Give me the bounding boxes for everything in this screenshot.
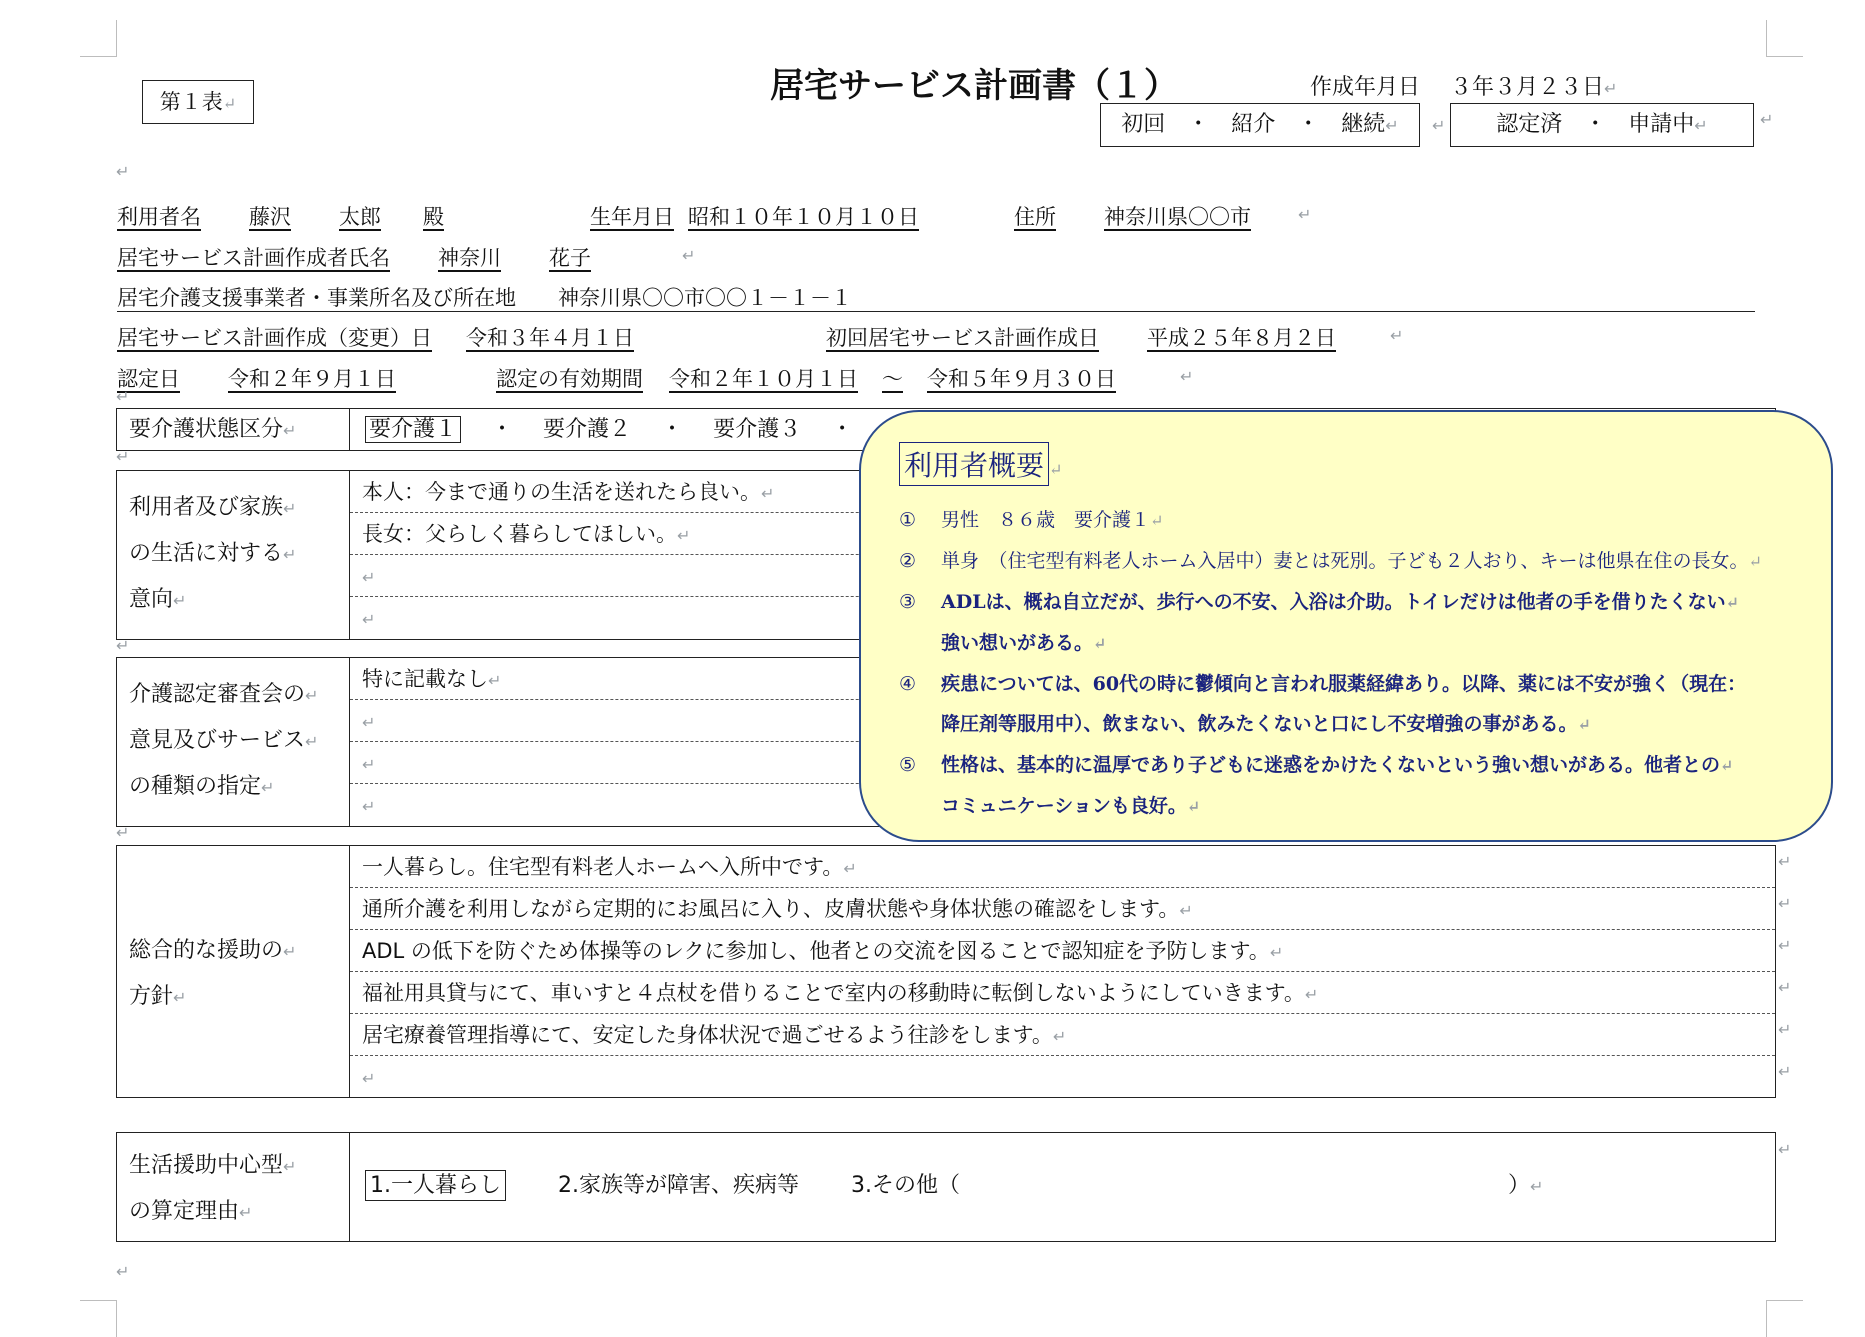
reason-table bbox=[116, 1132, 1776, 1242]
reason-option-3[interactable]: 3.その他（ bbox=[851, 1173, 960, 1198]
plan-type-options: 初回 ・ 紹介 ・ 継続 bbox=[1121, 112, 1386, 137]
planner-line: 居宅サービス計画作成者氏名 神奈川 花子 bbox=[117, 246, 591, 270]
user-summary-callout: 利用者概要 ↵ ① 男性 ８６歳 要介護１↵ ② 単身 （住宅型有料老人ホーム入居中）妻とは死別。子ども２人おり、キーは他県在住の長女。↵ ③ ADLは、概ね自立だが、歩行への不安、入浴は介助。トイレだけは他者の手を借りたくない↵ 強い想いがある。↵ ④ 疾患については、60代の時に鬱傾向と言われ服薬経緯あり。以降、薬には不安が強く（現在： 降圧剤等服用中）、飲まない、飲みたくないと口にし不安増強の事がある。↵ ⑤ 性格は、基本的に温厚であり子どもに迷惑をかけたくないという強い想いがある。他者との↵ コミュニケーションも良好。↵ bbox=[859, 410, 1833, 842]
care-level-selected[interactable]: 要介護１ bbox=[365, 416, 461, 443]
return-mark: ↵ bbox=[116, 387, 130, 406]
user-summary-title: 利用者概要 bbox=[899, 442, 1049, 486]
office-line: 居宅介護支援事業者・事業所名及び所在地 神奈川県〇〇市〇〇１－１－１ bbox=[117, 286, 852, 310]
policy-row[interactable]: 福祉用具貸与にて、車いすと４点杖を借りることで室内の移動時に転倒しないようにしていきます。↵ bbox=[350, 972, 1775, 1014]
policy-row[interactable]: 一人暮らし。住宅型有料老人ホームへ入所中です。↵ bbox=[350, 846, 1775, 888]
user-family-name: 藤沢 bbox=[249, 205, 291, 229]
policy-row[interactable]: ↵ bbox=[362, 1069, 376, 1088]
policy-table bbox=[116, 845, 1776, 1098]
planner-family-name: 神奈川 bbox=[438, 246, 501, 270]
valid-to: 令和５年９月３０日 bbox=[927, 367, 1116, 391]
office-address: 神奈川県〇〇市〇〇１－１－１ bbox=[558, 286, 852, 310]
user-given-name: 太郎 bbox=[339, 205, 381, 229]
policy-row[interactable]: ADL の低下を防ぐため体操等のレクに参加し、他者との交流を図ることで認知症を予防します。↵ bbox=[350, 930, 1775, 972]
return-mark: ↵ bbox=[116, 636, 130, 655]
care-level-option-2[interactable]: 要介護２ bbox=[543, 417, 632, 442]
return-mark: ↵ bbox=[116, 823, 130, 842]
first-plan-line: 初回居宅サービス計画作成日 平成２５年８月２日 bbox=[826, 326, 1336, 350]
policy-label: 総合的な援助の↵ 方針↵ bbox=[117, 846, 350, 1097]
valid-period-line: 認定の有効期間 令和２年１０月１日 ～ 令和５年９月３０日 bbox=[496, 367, 1116, 391]
committee-row[interactable]: ↵ bbox=[350, 700, 1775, 742]
return-mark: ↵ bbox=[116, 162, 130, 181]
crop-mark-bottom-left bbox=[80, 1300, 117, 1337]
user-dob-line: 生年月日 昭和１０年１０月１０日 bbox=[590, 205, 919, 229]
user-dob: 昭和１０年１０月１０日 bbox=[688, 205, 919, 229]
first-plan-date: 平成２５年８月２日 bbox=[1147, 326, 1336, 350]
return-mark: ↵ bbox=[1778, 1062, 1792, 1081]
policy-row[interactable]: 通所介護を利用しながら定期的にお風呂に入り、皮膚状態や身体状態の確認をします。↵ bbox=[350, 888, 1775, 930]
return-mark: ↵ bbox=[1778, 1140, 1792, 1159]
intention-row[interactable]: 長女：父らしく暮らしてほしい。↵ bbox=[350, 513, 1775, 555]
reason-option-2[interactable]: 2.家族等が障害、疾病等 bbox=[558, 1173, 799, 1198]
valid-from: 令和２年１０月１日 bbox=[669, 367, 858, 391]
return-mark: ↵ bbox=[1760, 110, 1774, 129]
return-mark: ↵ bbox=[1778, 978, 1792, 997]
cert-date: 令和２年９月１日 bbox=[228, 367, 396, 391]
form-number-box: 第１表↵ bbox=[142, 80, 254, 124]
summary-item-continuation: 降圧剤等服用中）、飲まない、飲みたくないと口にし不安増強の事がある。↵ bbox=[941, 713, 1591, 735]
intentions-label: 利用者及び家族↵ の生活に対する↵ 意向↵ bbox=[117, 471, 350, 639]
return-mark: ↵ bbox=[116, 447, 130, 466]
summary-item: ② 単身 （住宅型有料老人ホーム入居中）妻とは死別。子ども２人おり、キーは他県在住の長女。↵ bbox=[899, 550, 1762, 572]
office-underline bbox=[117, 311, 1755, 312]
reason-options[interactable]: 1.一人暮らし 2.家族等が障害、疾病等 3.その他（ ）↵ bbox=[365, 1171, 1543, 1202]
return-mark: ↵ bbox=[1180, 367, 1194, 386]
reason-label: 生活援助中心型↵ の算定理由↵ bbox=[117, 1133, 350, 1241]
committee-row[interactable]: ↵ bbox=[350, 742, 1775, 784]
user-name-line: 利用者名 藤沢 太郎 殿 bbox=[117, 205, 444, 229]
committee-row[interactable]: 特に記載なし↵ bbox=[350, 658, 1775, 700]
return-mark: ↵ bbox=[1778, 894, 1792, 913]
reason-option-1[interactable]: 1.一人暮らし bbox=[365, 1170, 506, 1201]
policy-row[interactable]: 居宅療養管理指導にて、安定した身体状況で過ごせるよう往診をします。↵ bbox=[350, 1014, 1775, 1056]
return-mark: ↵ bbox=[1778, 936, 1792, 955]
page-title: 居宅サービス計画書（１） bbox=[770, 66, 1178, 106]
intention-row[interactable]: ↵ bbox=[350, 555, 1775, 597]
return-mark: ↵ bbox=[1432, 116, 1446, 135]
crop-mark-top-right bbox=[1766, 20, 1803, 57]
summary-item-continuation: 強い想いがある。↵ bbox=[941, 632, 1107, 654]
plan-date: 令和３年４月１日 bbox=[466, 326, 634, 350]
planner-given-name: 花子 bbox=[549, 246, 591, 270]
intention-row[interactable]: 本人：今まで通りの生活を送れたら良い。↵ bbox=[350, 471, 1775, 513]
summary-item-continuation: コミュニケーションも良好。↵ bbox=[941, 795, 1201, 817]
summary-item: ④ 疾患については、60代の時に鬱傾向と言われ服薬経緯あり。以降、薬には不安が強く（現在： bbox=[899, 673, 1747, 695]
return-mark: ↵ bbox=[1298, 205, 1312, 224]
cert-date-line: 認定日 令和２年９月１日 bbox=[117, 367, 396, 391]
summary-item: ① 男性 ８６歳 要介護１↵ bbox=[899, 509, 1164, 531]
return-mark: ↵ bbox=[1390, 326, 1404, 345]
user-address-line: 住所 神奈川県〇〇市 bbox=[1014, 205, 1251, 229]
summary-item: ⑤ 性格は、基本的に温厚であり子どもに迷惑をかけたくないという強い想いがある。他者との↵ bbox=[899, 754, 1734, 776]
committee-label: 介護認定審査会の↵ 意見及びサービス↵ の種類の指定↵ bbox=[117, 658, 350, 826]
cert-status-options: 認定済 ・ 申請中 bbox=[1496, 112, 1695, 137]
summary-item: ③ ADLは、概ね自立だが、歩行への不安、入浴は介助。トイレだけは他者の手を借りたくない↵ bbox=[899, 591, 1740, 613]
return-mark: ↵ bbox=[682, 246, 696, 265]
form-number: 第１表 bbox=[159, 90, 223, 114]
plan-date-line: 居宅サービス計画作成（変更）日 令和３年４月１日 bbox=[117, 326, 634, 350]
return-mark: ↵ bbox=[1778, 852, 1792, 871]
plan-type-box[interactable]: 初回 ・ 紹介 ・ 継続↵ bbox=[1100, 103, 1420, 147]
crop-mark-top-left bbox=[80, 20, 117, 57]
cert-status-box[interactable]: 認定済 ・ 申請中↵ bbox=[1450, 103, 1754, 147]
created-date: 作成年月日 ３年３月２３日↵ bbox=[1310, 75, 1618, 100]
care-level-label: 要介護状態区分↵ bbox=[117, 409, 350, 450]
care-level-option-3[interactable]: 要介護３ bbox=[713, 417, 802, 442]
crop-mark-bottom-right bbox=[1766, 1300, 1803, 1337]
committee-row[interactable]: ↵ bbox=[362, 797, 376, 816]
care-level-options[interactable]: 要介護１ ・ 要介護２ ・ 要介護３ ・ bbox=[365, 409, 853, 450]
user-address: 神奈川県〇〇市 bbox=[1104, 205, 1251, 229]
return-mark: ↵ bbox=[116, 1262, 130, 1281]
return-mark: ↵ bbox=[1778, 1020, 1792, 1039]
intention-row[interactable]: ↵ bbox=[362, 610, 376, 629]
